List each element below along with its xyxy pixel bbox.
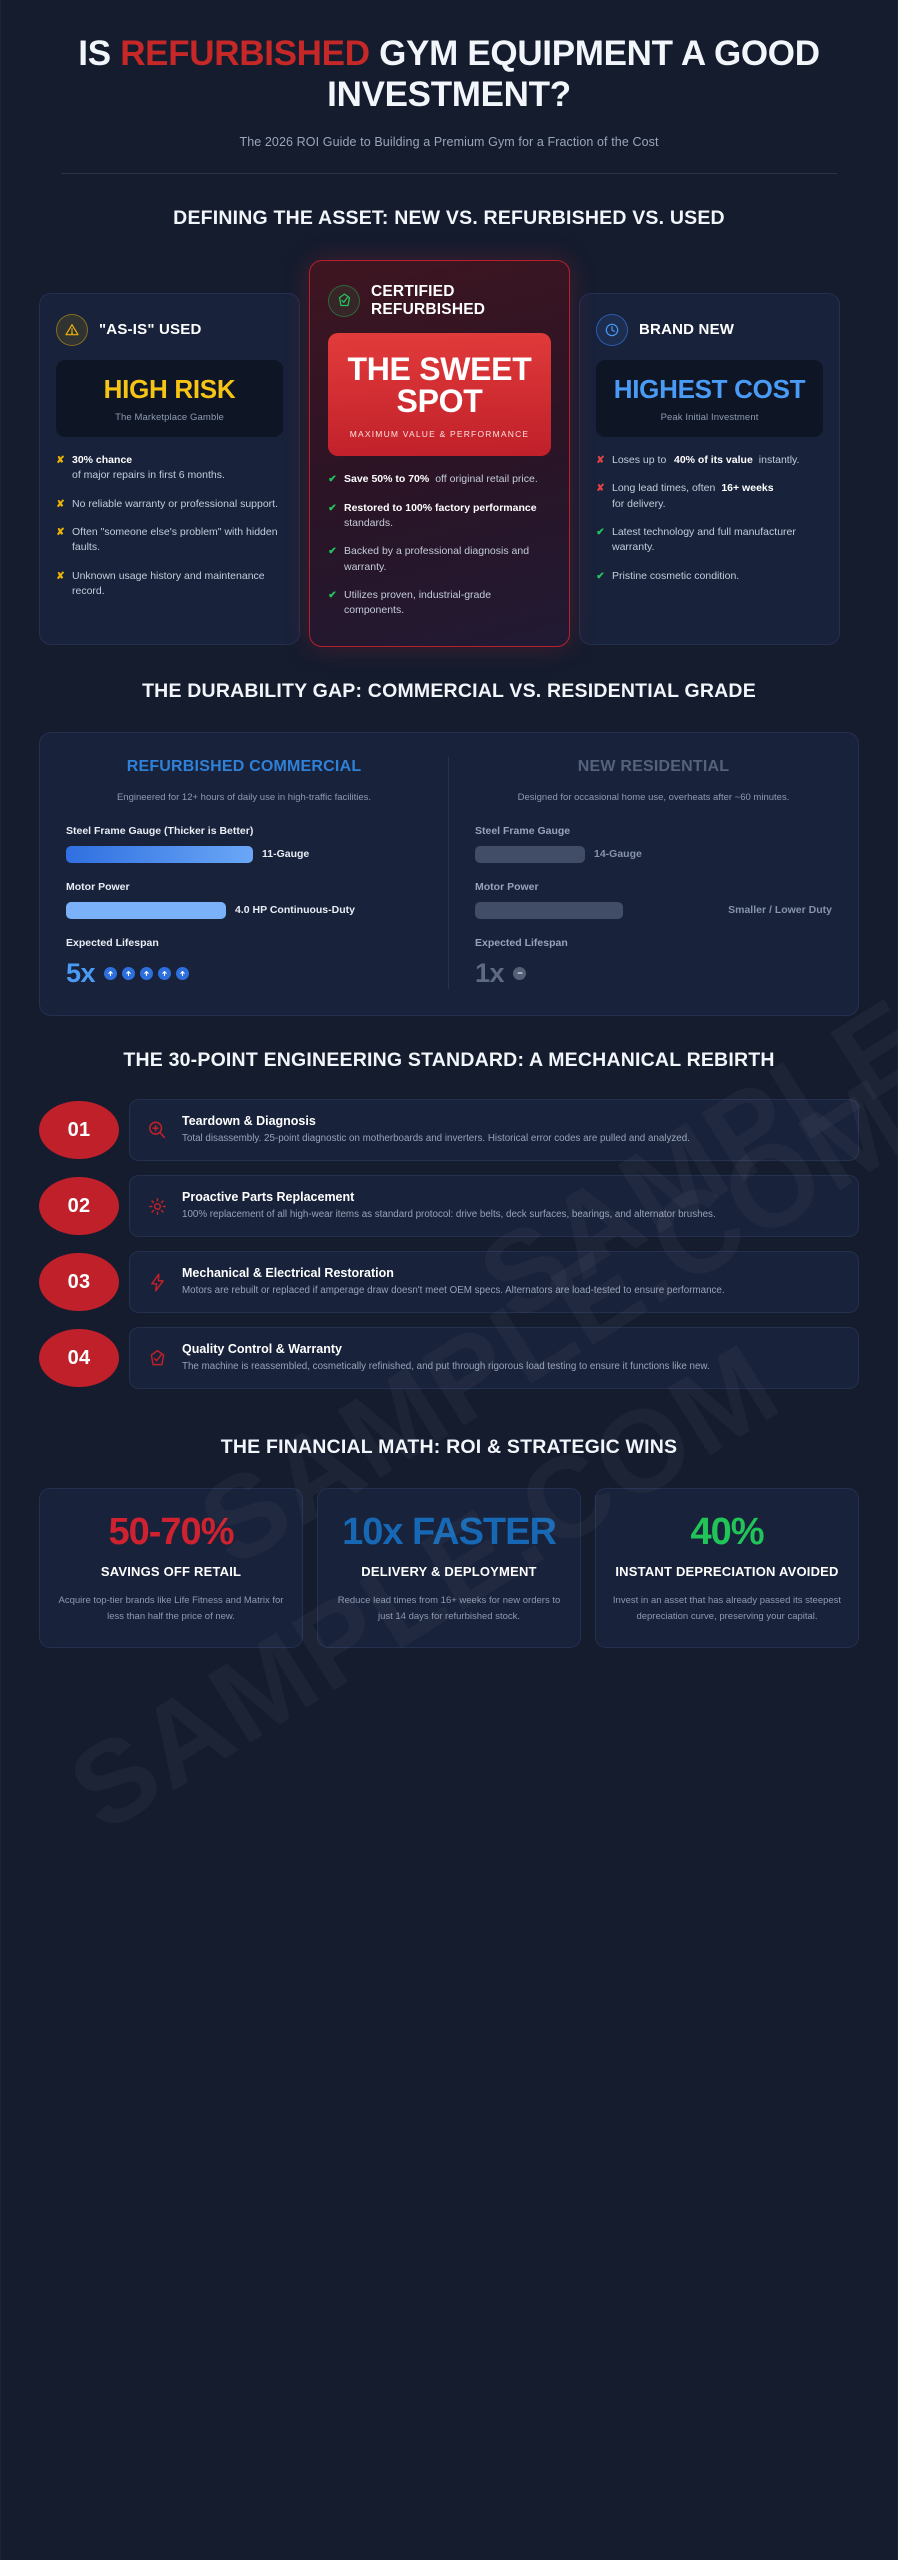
metric-label: Motor Power	[475, 880, 539, 893]
metric-bar-row	[475, 902, 832, 919]
fact-text	[612, 481, 823, 512]
card-title: "AS-IS" USED	[99, 320, 202, 338]
list-item	[596, 481, 823, 512]
fact-bold: 40% of its value	[674, 454, 753, 467]
fact-text: Pristine cosmetic condition.	[612, 569, 740, 582]
bar-fill	[66, 846, 253, 863]
durability-commercial-column	[66, 757, 449, 989]
lifespan-row	[66, 958, 422, 989]
headline-panel	[328, 333, 551, 456]
step-row	[39, 1251, 859, 1313]
card-header	[56, 314, 283, 346]
step-text	[182, 1190, 840, 1223]
metric-bar-row	[66, 902, 422, 919]
metric-motor-power	[66, 881, 422, 919]
step-number: 04	[39, 1329, 119, 1387]
fact-text	[344, 472, 551, 487]
title-accent-word: REFURBISHED	[120, 34, 370, 73]
lifespan-dots	[104, 967, 189, 980]
section-engineering-standard	[1, 1016, 897, 1389]
card-title: CERTIFIED REFURBISHED	[371, 282, 486, 318]
step-title: Proactive Parts Replacement	[182, 1189, 355, 1204]
lifespan-value: 5x	[66, 957, 96, 988]
durability-panel	[39, 732, 859, 1016]
headline-text: THE SWEET SPOT	[347, 351, 532, 420]
step-text	[182, 1342, 840, 1375]
fact-text: Often "someone else's problem" with hidden faults.	[72, 526, 278, 554]
metric-motor-power	[475, 881, 832, 919]
card-certified-refurbished	[309, 260, 570, 647]
warning-triangle-icon	[56, 314, 88, 346]
headline-caption: The Marketplace Gamble	[115, 412, 224, 424]
arrow-up-icon	[140, 967, 153, 980]
column-title: NEW RESIDENTIAL	[577, 757, 730, 775]
step-title: Mechanical & Electrical Restoration	[182, 1265, 394, 1280]
step-text	[182, 1114, 840, 1147]
fact-text: Unknown usage history and maintenance record.	[72, 569, 265, 598]
gear-icon	[144, 1196, 170, 1217]
fact-text: No reliable warranty or professional support.	[72, 497, 279, 510]
headline-caption: Peak Initial Investment	[660, 412, 759, 424]
metric-value: 14-Gauge	[594, 848, 642, 861]
cross-icon: ✘	[596, 455, 605, 467]
cross-icon: ✘	[596, 483, 605, 495]
durability-residential-column	[449, 757, 832, 989]
fact-bold: 30% chance	[72, 454, 133, 467]
list-item	[328, 588, 551, 619]
section-heading: THE 30-POINT ENGINEERING STANDARD: A MECHANICAL REBIRTH	[123, 1048, 775, 1071]
roi-value: 50-70%	[108, 1510, 234, 1553]
roi-description: Acquire top-tier brands like Life Fitness and Matrix for less than half the price of new.	[58, 1594, 284, 1623]
check-icon: ✔	[328, 502, 337, 514]
section-financial-math	[1, 1403, 897, 1648]
fact-text	[344, 501, 551, 532]
metric-steel-frame-gauge	[66, 825, 422, 863]
facts-list	[328, 472, 551, 618]
metric-expected-lifespan	[475, 937, 832, 989]
metric-value: Smaller / Lower Duty	[728, 904, 832, 917]
card-as-is-used	[39, 293, 300, 645]
bar-track	[475, 902, 623, 919]
fact-lead: Loses up to	[612, 454, 667, 467]
roi-card-savings	[39, 1488, 303, 1649]
fact-rest: off original retail price.	[435, 473, 538, 486]
check-icon: ✔	[328, 546, 337, 558]
arrow-up-icon	[104, 967, 117, 980]
card-title: BRAND NEW	[639, 320, 735, 338]
magnifier-plus-icon	[144, 1119, 170, 1141]
list-item	[328, 544, 551, 575]
metric-steel-frame-gauge	[475, 825, 832, 863]
column-title: REFURBISHED COMMERCIAL	[126, 757, 362, 775]
step-number-wrap	[39, 1253, 119, 1311]
fact-text	[72, 453, 283, 484]
step-title: Quality Control & Warranty	[182, 1341, 342, 1356]
step-description: Motors are rebuilt or replaced if amperage draw doesn't meet OEM specs. Alternators are load-tested to ensure performance.	[182, 1284, 725, 1296]
lifespan-row	[475, 958, 832, 989]
card-brand-new	[579, 293, 840, 645]
roi-cards	[39, 1488, 859, 1649]
section-defining-asset	[1, 174, 897, 646]
fact-bold: Save 50% to 70%	[344, 473, 430, 486]
page-title	[61, 34, 837, 115]
step-row	[39, 1175, 859, 1237]
fact-bold: Restored to 100% factory performance	[344, 501, 537, 514]
section-durability-gap	[1, 647, 897, 1016]
cross-icon: ✘	[56, 498, 65, 510]
bar-track	[66, 902, 226, 919]
step-number: 03	[39, 1253, 119, 1311]
step-card	[129, 1251, 859, 1313]
lifespan-dots	[513, 967, 526, 980]
roi-value: 10x FASTER	[342, 1510, 556, 1553]
cross-icon: ✘	[56, 455, 65, 467]
metric-label: Steel Frame Gauge (Thicker is Better)	[66, 824, 254, 837]
fact-text	[612, 453, 823, 468]
metric-label: Steel Frame Gauge	[475, 824, 571, 837]
minus-icon	[513, 967, 526, 980]
metric-value: 4.0 HP Continuous-Duty	[235, 904, 355, 917]
step-description: The machine is reassembled, cosmetically refinished, and put through rigorous load testing to ensure it functions like new.	[182, 1360, 710, 1372]
facts-list	[596, 453, 823, 584]
card-header	[596, 314, 823, 346]
steps-list	[39, 1099, 859, 1389]
certified-badge-icon	[328, 285, 360, 317]
certified-badge-icon	[144, 1348, 170, 1369]
step-card	[129, 1175, 859, 1237]
list-item	[328, 501, 551, 532]
lifespan-value: 1x	[475, 957, 505, 988]
roi-description: Invest in an asset that has already passed its steepest depreciation curve, preserving your capital.	[612, 1594, 842, 1623]
check-icon: ✔	[596, 570, 605, 582]
metric-expected-lifespan	[66, 937, 422, 989]
check-icon: ✔	[328, 474, 337, 486]
step-row	[39, 1099, 859, 1161]
check-icon: ✔	[328, 590, 337, 602]
metric-bar-row	[475, 846, 832, 863]
section-heading: DEFINING THE ASSET: NEW VS. REFURBISHED VS. USED	[173, 207, 725, 230]
step-number: 01	[39, 1101, 119, 1159]
step-description: 100% replacement of all high-wear items as standard protocol: drive belts, deck surfaces, bearings, and alternator brushes.	[182, 1208, 716, 1220]
step-text	[182, 1266, 840, 1299]
headline-caption: MAXIMUM VALUE & PERFORMANCE	[349, 429, 530, 440]
headline-text: HIGH RISK	[103, 373, 236, 404]
metric-bar-row	[66, 846, 422, 863]
metric-label: Expected Lifespan	[66, 936, 159, 949]
metric-label: Expected Lifespan	[475, 936, 568, 949]
arrow-up-icon	[176, 967, 189, 980]
fact-tail: instantly.	[758, 454, 800, 467]
fact-text: Latest technology and full manufacturer warranty.	[612, 526, 796, 554]
step-description: Total disassembly. 25-point diagnostic on motherboards and inverters. Historical error codes are pulled and analyzed.	[182, 1132, 690, 1144]
list-item	[596, 453, 823, 468]
fact-bold: 16+ weeks	[721, 482, 774, 495]
hero-header	[1, 0, 897, 174]
section-heading: THE DURABILITY GAP: COMMERCIAL VS. RESIDENTIAL GRADE	[142, 679, 756, 702]
list-item	[56, 525, 283, 556]
step-number: 02	[39, 1177, 119, 1235]
page-subtitle: The 2026 ROI Guide to Building a Premium Gym for a Fraction of the Cost	[239, 135, 659, 150]
card-header	[328, 283, 551, 320]
roi-card-depreciation	[595, 1488, 859, 1649]
column-description: Designed for occasional home use, overheats after ~60 minutes.	[517, 791, 790, 803]
cross-icon: ✘	[56, 527, 65, 539]
roi-label: SAVINGS OFF RETAIL	[100, 1563, 242, 1579]
step-card	[129, 1099, 859, 1161]
bar-fill	[475, 902, 623, 919]
bar-track	[475, 846, 585, 863]
fact-rest: of major repairs in first 6 months.	[72, 469, 225, 482]
column-description: Engineered for 12+ hours of daily use in high-traffic facilities.	[116, 791, 372, 803]
fact-tail: for delivery.	[612, 497, 666, 510]
title-pre: IS	[78, 34, 121, 73]
bar-fill	[475, 846, 585, 863]
clock-icon	[596, 314, 628, 346]
metric-label: Motor Power	[66, 880, 130, 893]
step-title: Teardown & Diagnosis	[182, 1113, 316, 1128]
list-item	[328, 472, 551, 487]
roi-card-delivery	[317, 1488, 581, 1649]
step-number-wrap	[39, 1101, 119, 1159]
arrow-up-icon	[122, 967, 135, 980]
step-number-wrap	[39, 1177, 119, 1235]
fact-rest: standards.	[344, 517, 394, 530]
bar-fill	[66, 902, 226, 919]
fact-text: Utilizes proven, industrial-grade components.	[344, 589, 492, 617]
lightning-bolt-icon	[144, 1272, 170, 1293]
step-row	[39, 1327, 859, 1389]
list-item	[56, 453, 283, 484]
title-post: GYM EQUIPMENT A GOOD INVESTMENT?	[327, 34, 820, 114]
facts-list	[56, 453, 283, 599]
cross-icon: ✘	[56, 570, 65, 582]
fact-lead: Long lead times, often	[612, 482, 716, 495]
comparison-cards	[1, 232, 897, 647]
section-heading: THE FINANCIAL MATH: ROI & STRATEGIC WINS	[220, 1436, 678, 1459]
metric-value: 11-Gauge	[262, 848, 310, 861]
step-number-wrap	[39, 1329, 119, 1387]
headline-panel	[596, 360, 823, 438]
bar-track	[66, 846, 253, 863]
fact-text: Backed by a professional diagnosis and warranty.	[344, 545, 530, 573]
roi-label: DELIVERY & DEPLOYMENT	[361, 1563, 537, 1579]
roi-description: Reduce lead times from 16+ weeks for new orders to just 14 days for refurbished stock.	[337, 1594, 561, 1623]
arrow-up-icon	[158, 967, 171, 980]
list-item	[596, 569, 823, 584]
roi-value: 40%	[690, 1510, 764, 1553]
list-item	[56, 497, 283, 512]
headline-text: HIGHEST COST	[613, 373, 806, 404]
list-item	[56, 569, 283, 600]
step-card	[129, 1327, 859, 1389]
roi-label: INSTANT DEPRECIATION AVOIDED	[615, 1563, 839, 1579]
check-icon: ✔	[596, 527, 605, 539]
list-item	[596, 525, 823, 556]
headline-panel	[56, 360, 283, 438]
